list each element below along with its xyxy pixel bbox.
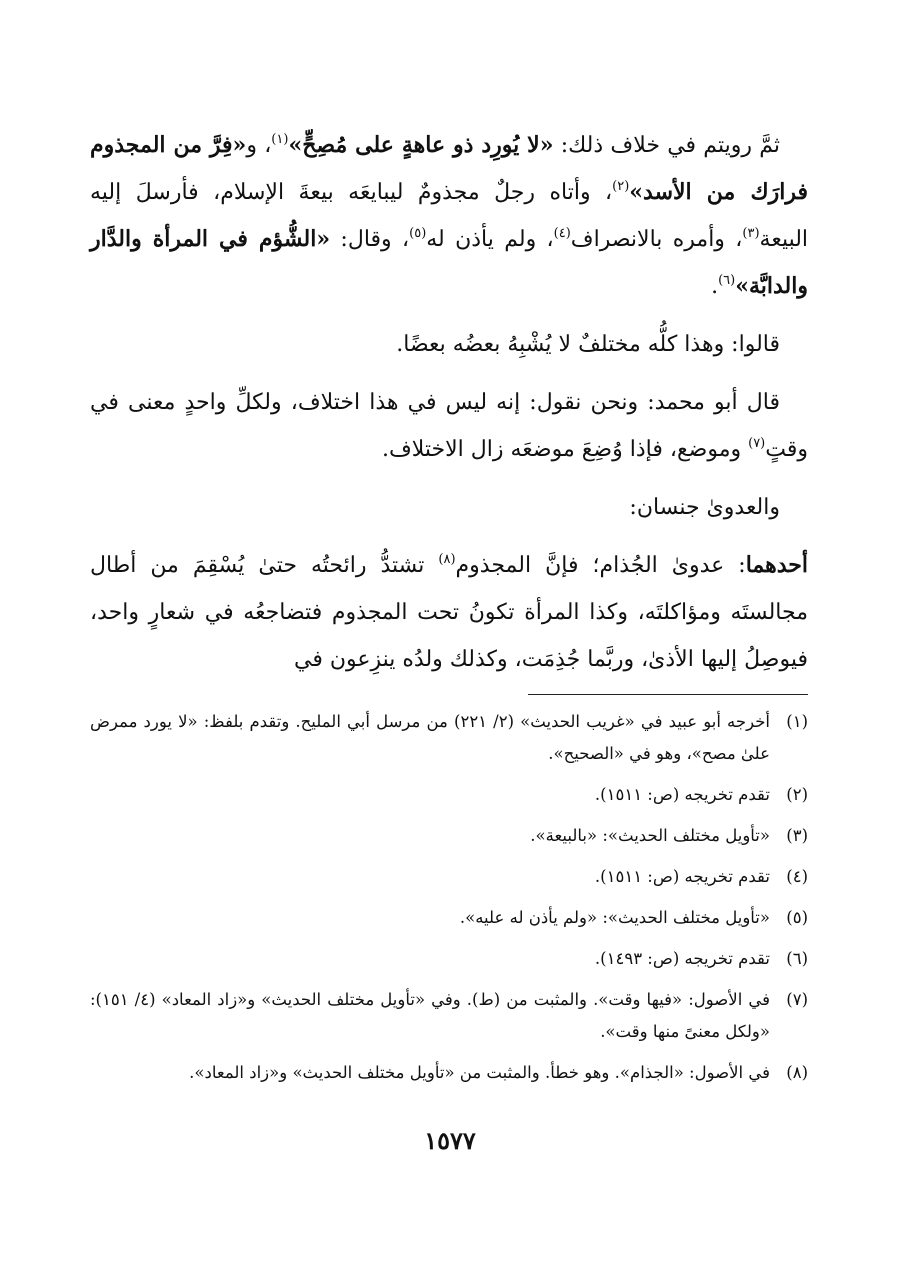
footnote-text: أخرجه أبو عبيد في «غريب الحديث» (٢/ ٢٢١) من مرسل أبي المليح. وتقدم بلفظ: «لا يورد ممرض علىٰ مصح»، وهو في «الصحيح». bbox=[90, 712, 770, 763]
footnote bbox=[90, 706, 808, 770]
footnote-text: في الأصول: «الجذام». وهو خطأ. والمثبت من «تأويل مختلف الحديث» و«زاد المعاد». bbox=[189, 1063, 770, 1082]
footnote bbox=[90, 1057, 808, 1089]
footnote-number: (٦) bbox=[786, 949, 808, 968]
text-run: ، و bbox=[246, 133, 272, 158]
footnote-divider bbox=[528, 694, 808, 695]
footnote-number: (٢) bbox=[786, 785, 808, 804]
hadith-quote: «فِرَّ من المجذوم فرارَك من الأسد» bbox=[90, 132, 809, 205]
text-run: قال أبو محمد: ونحن نقول: إنه ليس في هذا اختلاف، ولكلِّ واحدٍ معنى في وقتٍ bbox=[90, 390, 808, 462]
footnote-ref-8: (٨) bbox=[438, 552, 456, 567]
text-run: ، وأتاه رجلٌ مجذومٌ ليبايعَه بيعةَ الإسلام، فأرسلَ إليه البيعة bbox=[90, 180, 809, 252]
footnote-number: (٨) bbox=[786, 1063, 808, 1082]
footnote-number: (٤) bbox=[786, 867, 808, 886]
text-run: وموضع، فإذا وُضِعَ موضعَه زال الاختلاف. bbox=[381, 437, 749, 462]
text-run: ثمَّ رويتم في خلاف ذلك: bbox=[553, 133, 780, 158]
footnote bbox=[90, 861, 808, 893]
text-run: ، وأمره بالانصراف bbox=[570, 227, 743, 252]
footnote-number: (٥) bbox=[786, 908, 808, 927]
footnote-text: «تأويل مختلف الحديث»: «ولم يأذن له عليه». bbox=[459, 908, 770, 927]
paragraph-5 bbox=[90, 542, 808, 683]
footnote-text: تقدم تخريجه (ص: ١٤٩٣). bbox=[594, 949, 770, 968]
footnote-text: تقدم تخريجه (ص: ١٥١١). bbox=[594, 867, 770, 886]
paragraph-1 bbox=[90, 122, 808, 310]
paragraph-2: قالوا: وهذا كلُّه مختلفٌ لا يُشْبِهُ بعضُه بعضًا. bbox=[396, 332, 780, 357]
text-run: . bbox=[711, 274, 719, 299]
footnote-number: (٧) bbox=[786, 990, 808, 1009]
footnote-ref-3: (٣) bbox=[742, 226, 760, 241]
footnote bbox=[90, 984, 808, 1048]
main-text bbox=[90, 122, 808, 694]
footnote-text: في الأصول: «فيها وقت». والمثبت من (ط). وفي «تأويل مختلف الحديث» و«زاد المعاد» (٤/ ١٥١): «ولكل معنىً منها وقت». bbox=[90, 990, 770, 1041]
footnote-text: تقدم تخريجه (ص: ١٥١١). bbox=[594, 785, 770, 804]
footnote-number: (٣) bbox=[786, 826, 808, 845]
page-number: ١٥٧٧ bbox=[424, 1126, 476, 1155]
paragraph-4: والعدوىٰ جنسان: bbox=[629, 495, 780, 520]
text-run: ، ولم يأذن له bbox=[426, 227, 554, 252]
text-run: تشتدُّ رائحتُه حتىٰ يُسْقِمَ من أطال مجالستَه ومؤاكلتَه، وكذا المرأة تكونُ تحت المجذوم فتضاجعُه في شعارٍ واحد، فيوصِلُ إليها الأذىٰ، وربَّما جُذِمَت، وكذلك ولدُه ينزِعون في bbox=[90, 553, 808, 672]
footnote-ref-4: (٤) bbox=[553, 226, 571, 241]
footnote bbox=[90, 902, 808, 934]
footnote-ref-1: (١) bbox=[271, 132, 289, 147]
footnote-ref-7: (٧) bbox=[748, 436, 766, 451]
footnote bbox=[90, 820, 808, 852]
paragraph-3 bbox=[90, 379, 808, 473]
footnote-ref-5: (٥) bbox=[409, 226, 427, 241]
heading-word: أحدهما bbox=[745, 552, 808, 578]
footnote-ref-6: (٦) bbox=[718, 273, 736, 288]
text-run: ، وقال: bbox=[330, 227, 410, 252]
footnote-number: (١) bbox=[786, 712, 808, 731]
footnotes bbox=[90, 706, 808, 1098]
hadith-quote: «لا يُورِد ذو عاهةٍ على مُصِحٍّ» bbox=[288, 132, 554, 158]
footnote bbox=[90, 943, 808, 975]
footnote-text: «تأويل مختلف الحديث»: «بالبيعة». bbox=[530, 826, 770, 845]
text-run: : عدوىٰ الجُذام؛ فإنَّ المجذوم bbox=[455, 553, 746, 578]
footnote-ref-2: (٢) bbox=[612, 179, 630, 194]
hadith-quote: «الشُّؤم في المرأة والدَّار والدابَّة» bbox=[90, 226, 808, 299]
footnote bbox=[90, 779, 808, 811]
